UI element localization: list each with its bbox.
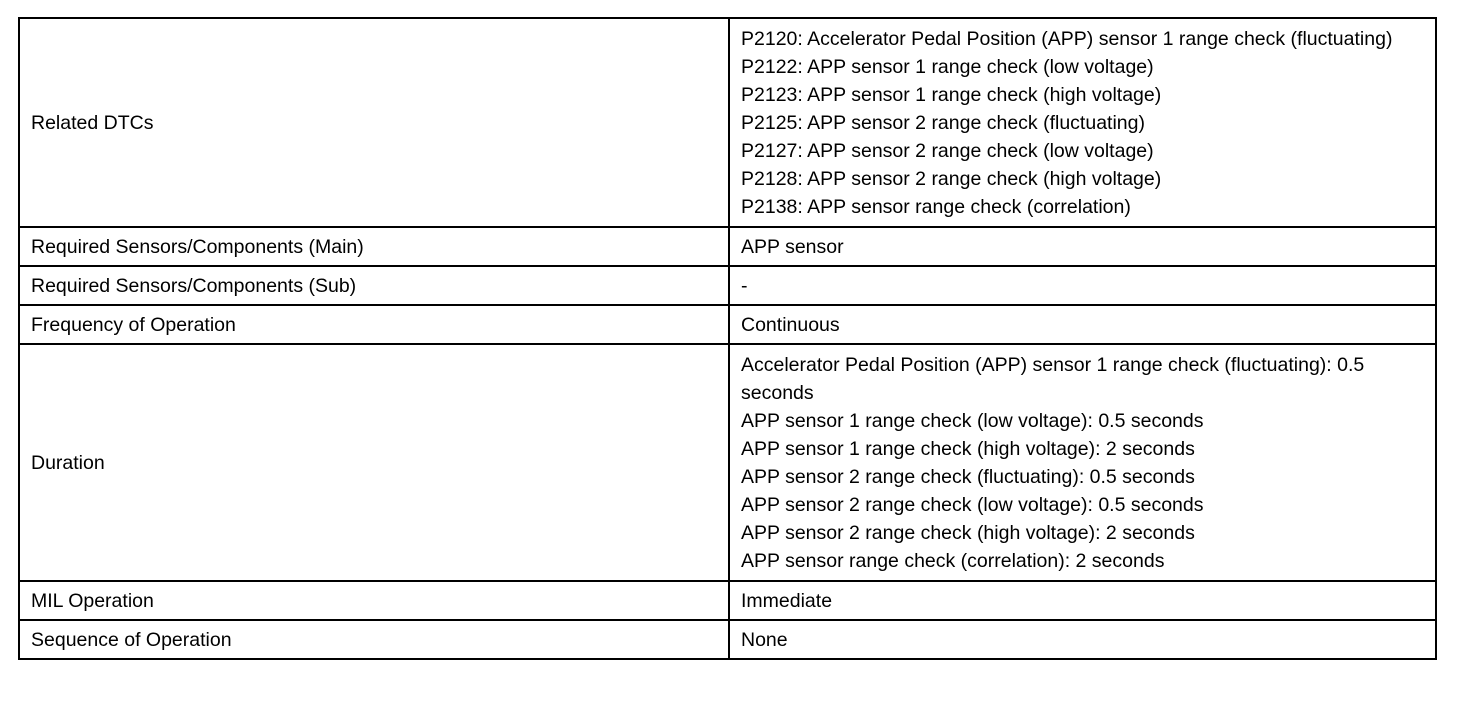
row-label-sequence: Sequence of Operation: [19, 620, 729, 659]
duration-line: APP sensor 2 range check (low voltage): 0.5 seconds: [741, 494, 1204, 516]
dtc-line: P2122: APP sensor 1 range check (low voltage): [741, 56, 1154, 78]
row-label-required-main: Required Sensors/Components (Main): [19, 227, 729, 266]
duration-line: APP sensor range check (correlation): 2 seconds: [741, 550, 1165, 572]
row-label-required-sub: Required Sensors/Components (Sub): [19, 266, 729, 305]
duration-line: APP sensor 1 range check (high voltage): 2 seconds: [741, 438, 1195, 460]
row-value-required-sub: -: [729, 266, 1436, 305]
duration-line: APP sensor 2 range check (fluctuating): 0.5 seconds: [741, 466, 1195, 488]
duration-line: Accelerator Pedal Position (APP) sensor 1 range check (fluctuating): 0.5 seconds: [741, 354, 1365, 404]
table-row-sequence: [19, 620, 1436, 659]
row-value-related-dtcs: [729, 18, 1436, 227]
row-value-sequence: None: [729, 620, 1436, 659]
dtc-line: P2123: APP sensor 1 range check (high voltage): [741, 84, 1162, 106]
monitor-spec-table: [18, 17, 1437, 660]
dtc-line: P2125: APP sensor 2 range check (fluctuating): [741, 112, 1145, 134]
table-row-mil-operation: [19, 581, 1436, 620]
row-value-frequency: Continuous: [729, 305, 1436, 344]
dtc-line: P2138: APP sensor range check (correlation): [741, 196, 1131, 218]
duration-line: APP sensor 2 range check (high voltage): 2 seconds: [741, 522, 1195, 544]
dtc-line: P2127: APP sensor 2 range check (low voltage): [741, 140, 1154, 162]
table-row-required-sub: [19, 266, 1436, 305]
row-label-frequency: Frequency of Operation: [19, 305, 729, 344]
row-label-mil-operation: MIL Operation: [19, 581, 729, 620]
table-row-related-dtcs: [19, 18, 1436, 227]
row-value-mil-operation: Immediate: [729, 581, 1436, 620]
row-value-duration: [729, 344, 1436, 581]
row-label-duration: Duration: [19, 344, 729, 581]
table-row-required-main: [19, 227, 1436, 266]
dtc-line: P2128: APP sensor 2 range check (high voltage): [741, 168, 1162, 190]
dtc-line: P2120: Accelerator Pedal Position (APP) sensor 1 range check (fluctuating): [741, 28, 1393, 50]
row-value-required-main: APP sensor: [729, 227, 1436, 266]
table-row-frequency: [19, 305, 1436, 344]
table-row-duration: [19, 344, 1436, 581]
duration-line: APP sensor 1 range check (low voltage): 0.5 seconds: [741, 410, 1204, 432]
row-label-related-dtcs: Related DTCs: [19, 18, 729, 227]
